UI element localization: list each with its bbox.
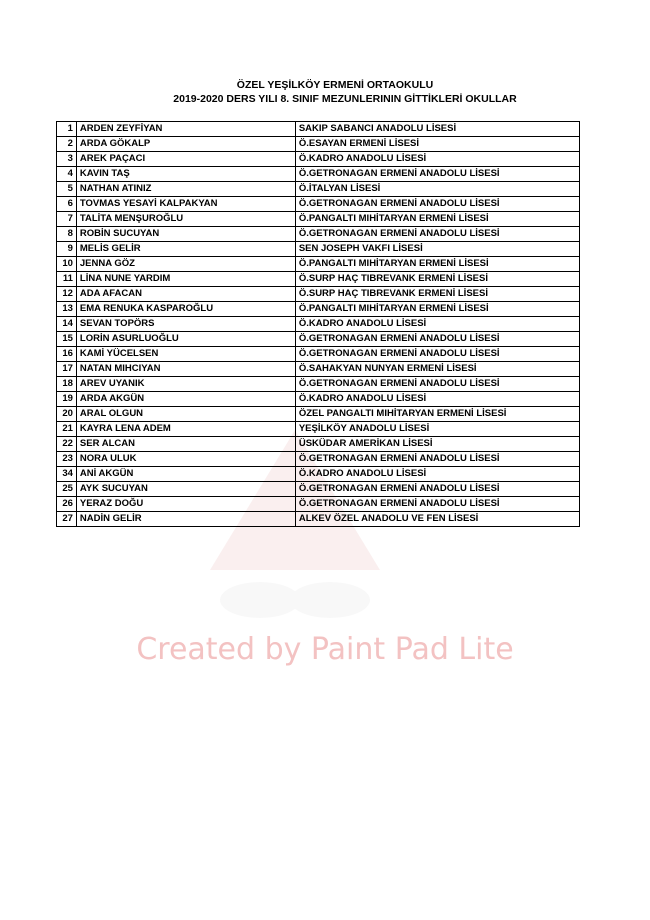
table-row xyxy=(57,452,580,467)
row-number-cell: 23 xyxy=(57,452,77,467)
table-row xyxy=(57,152,580,167)
school-name-cell: Ö.SAHAKYAN NUNYAN ERMENİ LİSESİ xyxy=(295,362,579,377)
school-name-cell: Ö.PANGALTI MIHİTARYAN ERMENİ LİSESİ xyxy=(295,302,579,317)
student-name-cell: KAMİ YÜCELSEN xyxy=(76,347,295,362)
student-name-cell: AREV UYANIK xyxy=(76,377,295,392)
student-name-cell: AREK PAÇACI xyxy=(76,152,295,167)
row-number-cell: 27 xyxy=(57,512,77,527)
row-number-cell: 8 xyxy=(57,227,77,242)
row-number-cell: 10 xyxy=(57,257,77,272)
school-name-cell: SEN JOSEPH VAKFI LİSESİ xyxy=(295,242,579,257)
table-row xyxy=(57,392,580,407)
school-name-cell: Ö.KADRO ANADOLU LİSESİ xyxy=(295,467,579,482)
table-row xyxy=(57,362,580,377)
table-row xyxy=(57,272,580,287)
row-number-cell: 19 xyxy=(57,392,77,407)
table-row xyxy=(57,212,580,227)
school-name-cell: Ö.KADRO ANADOLU LİSESİ xyxy=(295,152,579,167)
student-name-cell: LİNA NUNE YARDIM xyxy=(76,272,295,287)
table-row xyxy=(57,422,580,437)
school-name-cell: ÖZEL PANGALTI MIHİTARYAN ERMENİ LİSESİ xyxy=(295,407,579,422)
student-name-cell: ADA AFACAN xyxy=(76,287,295,302)
table-row xyxy=(57,407,580,422)
row-number-cell: 3 xyxy=(57,152,77,167)
table-row xyxy=(57,257,580,272)
table-row xyxy=(57,482,580,497)
table-row xyxy=(57,377,580,392)
graduates-table-body xyxy=(57,122,580,527)
student-name-cell: YERAZ DOĞU xyxy=(76,497,295,512)
row-number-cell: 15 xyxy=(57,332,77,347)
table-row xyxy=(57,302,580,317)
school-name-cell: Ö.SURP HAÇ TIBREVANK ERMENİ LİSESİ xyxy=(295,287,579,302)
school-name-cell: SAKIP SABANCI ANADOLU LİSESİ xyxy=(295,122,579,137)
student-name-cell: LORİN ASURLUOĞLU xyxy=(76,332,295,347)
school-name-cell: Ö.GETRONAGAN ERMENİ ANADOLU LİSESİ xyxy=(295,497,579,512)
school-name-cell: Ö.PANGALTI MIHİTARYAN ERMENİ LİSESİ xyxy=(295,212,579,227)
row-number-cell: 6 xyxy=(57,197,77,212)
student-name-cell: NORA ULUK xyxy=(76,452,295,467)
student-name-cell: ANİ AKGÜN xyxy=(76,467,295,482)
watermark-text: Created by Paint Pad Lite xyxy=(136,632,514,667)
row-number-cell: 5 xyxy=(57,182,77,197)
table-row xyxy=(57,197,580,212)
row-number-cell: 2 xyxy=(57,137,77,152)
student-name-cell: NATHAN ATINIZ xyxy=(76,182,295,197)
student-name-cell: JENNA GÖZ xyxy=(76,257,295,272)
row-number-cell: 4 xyxy=(57,167,77,182)
student-name-cell: KAVIN TAŞ xyxy=(76,167,295,182)
student-name-cell: SER ALCAN xyxy=(76,437,295,452)
row-number-cell: 1 xyxy=(57,122,77,137)
school-name-cell: Ö.GETRONAGAN ERMENİ ANADOLU LİSESİ xyxy=(295,332,579,347)
row-number-cell: 20 xyxy=(57,407,77,422)
table-row xyxy=(57,137,580,152)
row-number-cell: 34 xyxy=(57,467,77,482)
school-name-cell: Ö.GETRONAGAN ERMENİ ANADOLU LİSESİ xyxy=(295,197,579,212)
student-name-cell: KAYRA LENA ADEM xyxy=(76,422,295,437)
table-row xyxy=(57,512,580,527)
table-row xyxy=(57,332,580,347)
table-row xyxy=(57,317,580,332)
row-number-cell: 18 xyxy=(57,377,77,392)
school-name-cell: Ö.GETRONAGAN ERMENİ ANADOLU LİSESİ xyxy=(295,167,579,182)
table-row xyxy=(57,347,580,362)
student-name-cell: MELİS GELİR xyxy=(76,242,295,257)
school-name-cell: YEŞİLKÖY ANADOLU LİSESİ xyxy=(295,422,579,437)
table-row xyxy=(57,242,580,257)
row-number-cell: 21 xyxy=(57,422,77,437)
student-name-cell: ARDA GÖKALP xyxy=(76,137,295,152)
student-name-cell: ARDEN ZEYFİYAN xyxy=(76,122,295,137)
table-row xyxy=(57,227,580,242)
table-row xyxy=(57,287,580,302)
row-number-cell: 12 xyxy=(57,287,77,302)
row-number-cell: 9 xyxy=(57,242,77,257)
student-name-cell: TOVMAS YESAYİ KALPAKYAN xyxy=(76,197,295,212)
school-name-cell: Ö.GETRONAGAN ERMENİ ANADOLU LİSESİ xyxy=(295,377,579,392)
school-name-cell: Ö.PANGALTI MIHİTARYAN ERMENİ LİSESİ xyxy=(295,257,579,272)
table-row xyxy=(57,167,580,182)
school-name-cell: Ö.SURP HAÇ TIBREVANK ERMENİ LİSESİ xyxy=(295,272,579,287)
student-name-cell: NATAN MIHCIYAN xyxy=(76,362,295,377)
table-row xyxy=(57,122,580,137)
school-name-heading: ÖZEL YEŞİLKÖY ERMENİ ORTAOKULU xyxy=(236,79,434,91)
row-number-cell: 26 xyxy=(57,497,77,512)
list-subtitle-heading: 2019-2020 DERS YILI 8. SINIF MEZUNLERININ GİTTİKLERİ OKULLAR xyxy=(173,93,517,105)
school-name-cell: ALKEV ÖZEL ANADOLU VE FEN LİSESİ xyxy=(295,512,579,527)
school-name-cell: Ö.GETRONAGAN ERMENİ ANADOLU LİSESİ xyxy=(295,227,579,242)
table-row xyxy=(57,467,580,482)
row-number-cell: 16 xyxy=(57,347,77,362)
row-number-cell: 17 xyxy=(57,362,77,377)
school-name-cell: Ö.İTALYAN LİSESİ xyxy=(295,182,579,197)
school-name-cell: Ö.KADRO ANADOLU LİSESİ xyxy=(295,317,579,332)
document-title xyxy=(0,78,650,106)
student-name-cell: AYK SUCUYAN xyxy=(76,482,295,497)
table-row xyxy=(57,182,580,197)
school-name-cell: Ö.KADRO ANADOLU LİSESİ xyxy=(295,392,579,407)
row-number-cell: 13 xyxy=(57,302,77,317)
row-number-cell: 14 xyxy=(57,317,77,332)
student-name-cell: ARDA AKGÜN xyxy=(76,392,295,407)
student-name-cell: EMA RENUKA KASPAROĞLU xyxy=(76,302,295,317)
student-name-cell: ARAL OLGUN xyxy=(76,407,295,422)
school-name-cell: Ö.GETRONAGAN ERMENİ ANADOLU LİSESİ xyxy=(295,452,579,467)
graduates-table xyxy=(56,121,580,527)
student-name-cell: TALİTA MENŞUROĞLU xyxy=(76,212,295,227)
row-number-cell: 7 xyxy=(57,212,77,227)
table-row xyxy=(57,437,580,452)
row-number-cell: 22 xyxy=(57,437,77,452)
table-row xyxy=(57,497,580,512)
school-name-cell: Ö.GETRONAGAN ERMENİ ANADOLU LİSESİ xyxy=(295,482,579,497)
school-name-cell: ÜSKÜDAR AMERİKAN LİSESİ xyxy=(295,437,579,452)
student-name-cell: SEVAN TOPÖRS xyxy=(76,317,295,332)
student-name-cell: NADİN GELİR xyxy=(76,512,295,527)
row-number-cell: 25 xyxy=(57,482,77,497)
student-name-cell: ROBİN SUCUYAN xyxy=(76,227,295,242)
row-number-cell: 11 xyxy=(57,272,77,287)
school-name-cell: Ö.GETRONAGAN ERMENİ ANADOLU LİSESİ xyxy=(295,347,579,362)
school-name-cell: Ö.ESAYAN ERMENİ LİSESİ xyxy=(295,137,579,152)
